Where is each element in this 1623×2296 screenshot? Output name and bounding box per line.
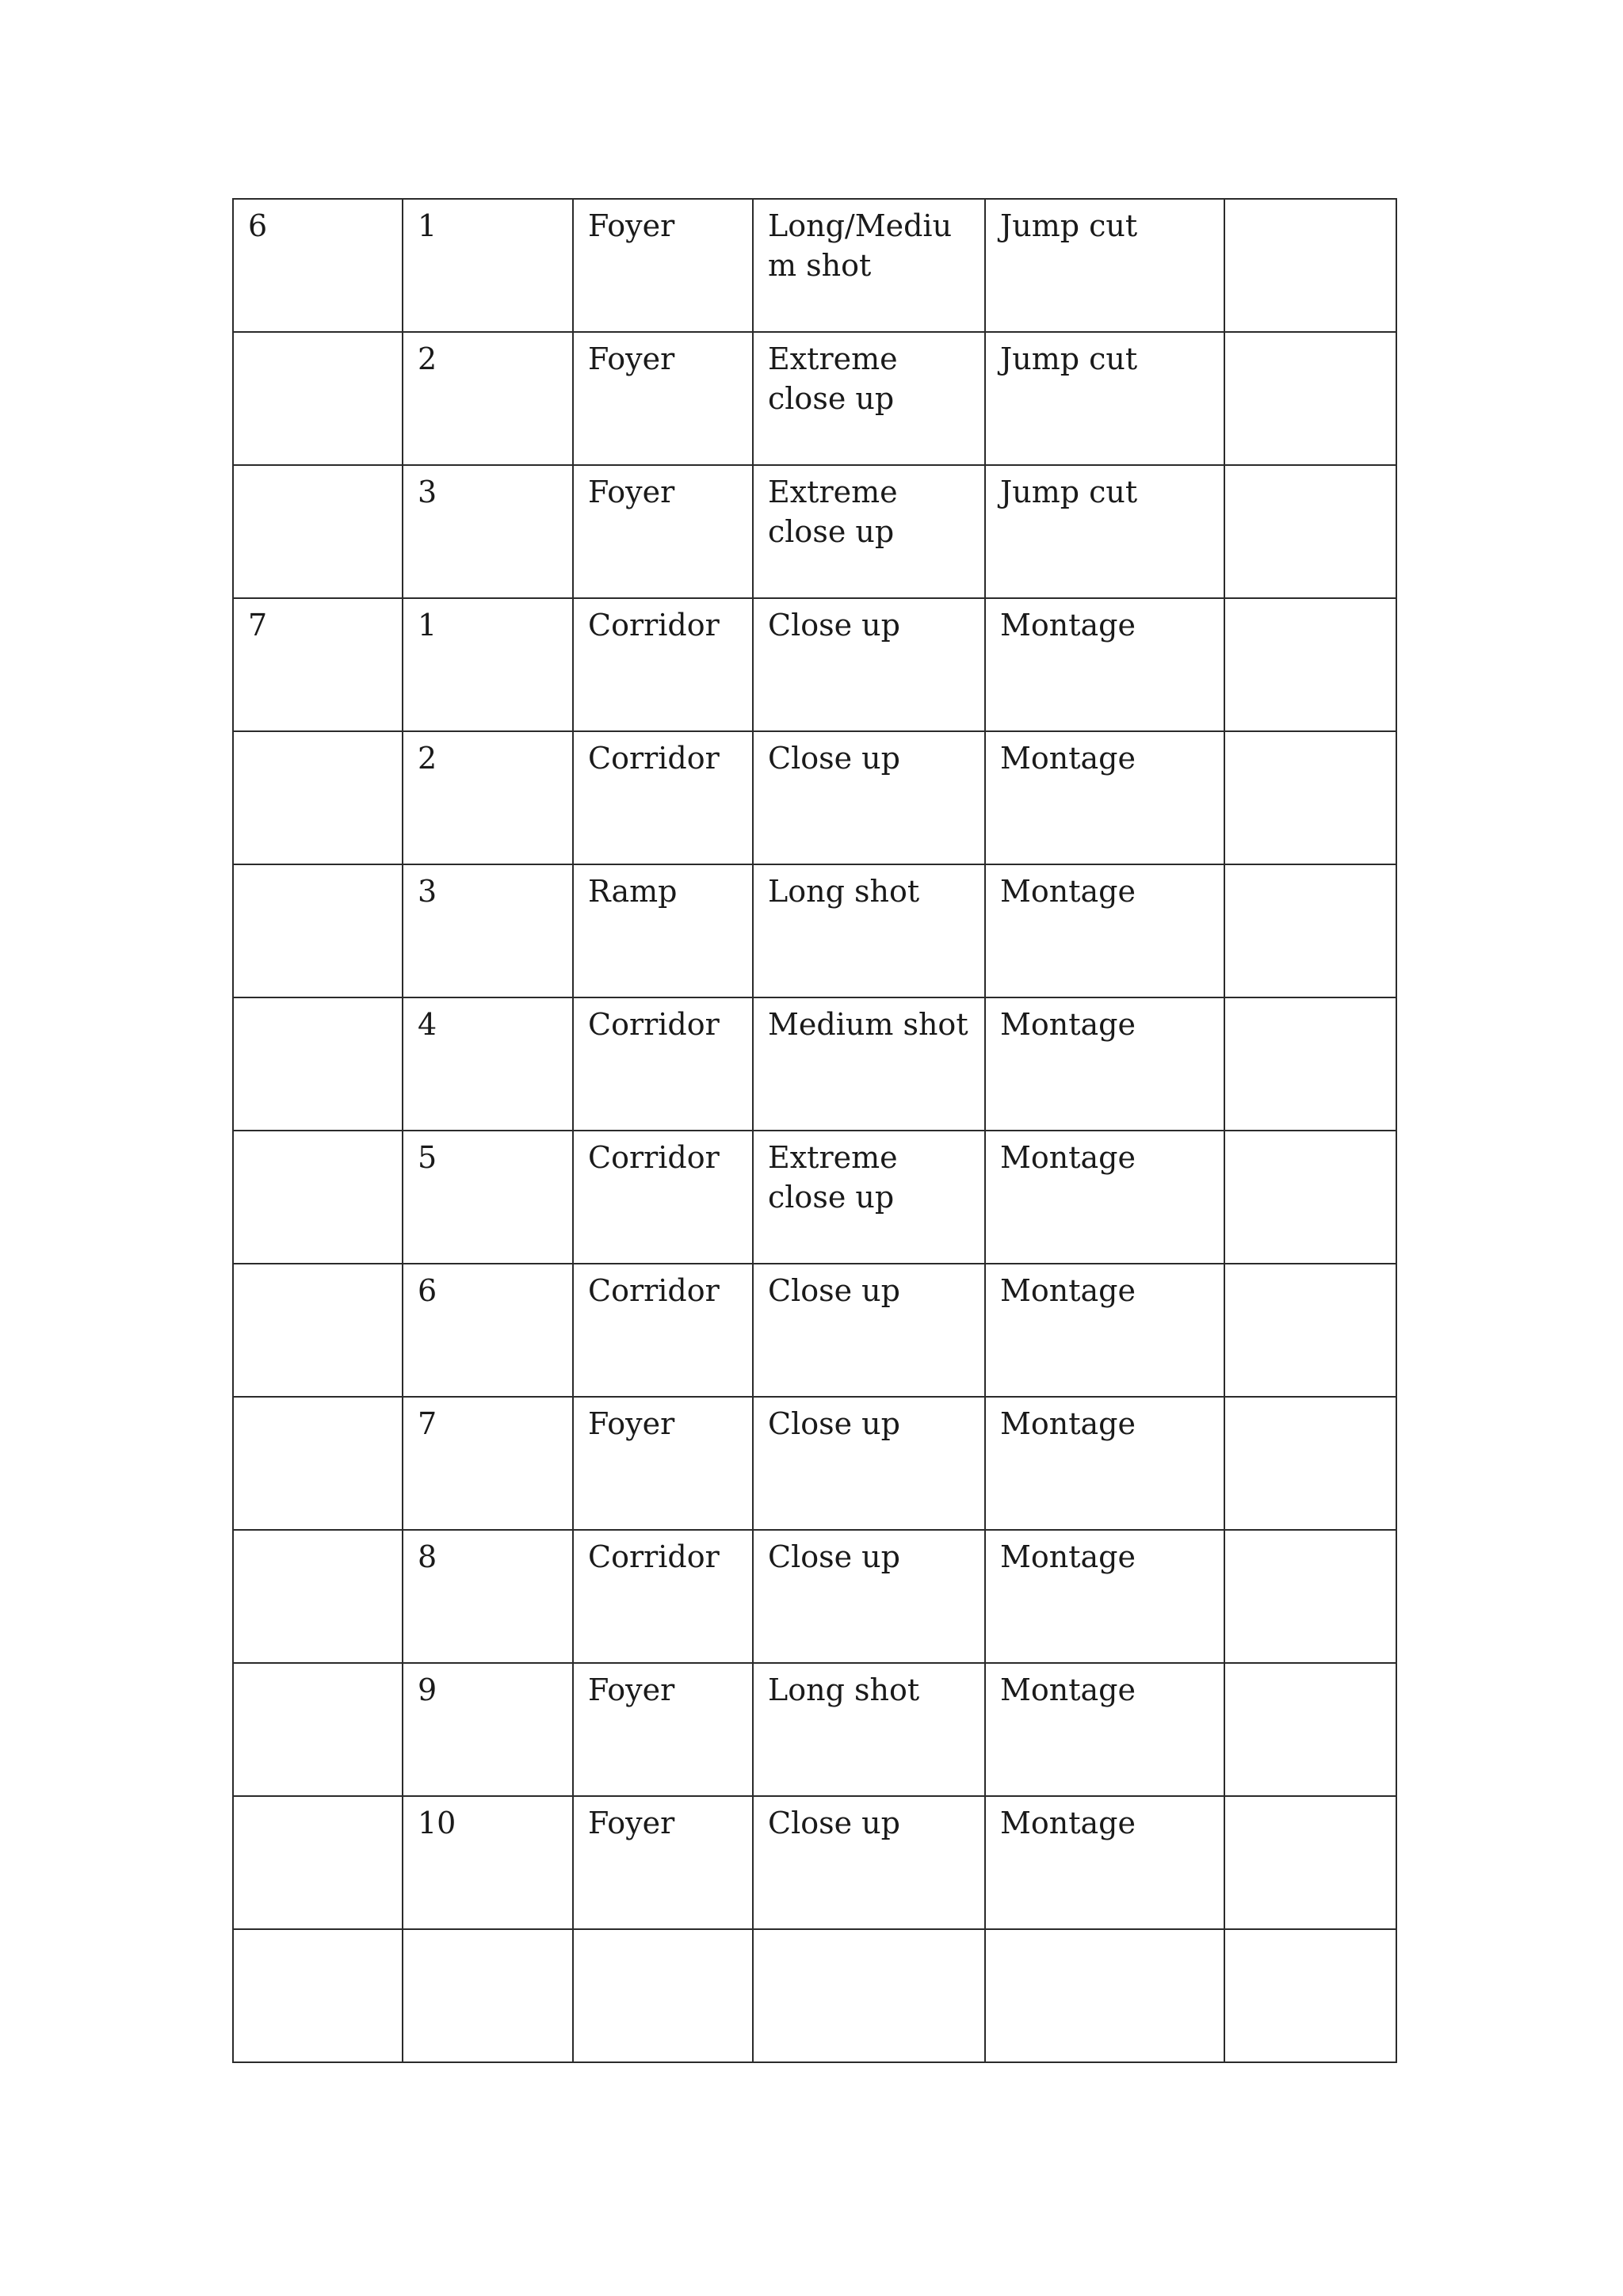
cell-notes [1224,1530,1396,1663]
cell-shot-type [753,1929,985,2062]
cell-notes [1224,1131,1396,1264]
cell-transition: Montage [985,1264,1224,1397]
table-row [233,332,1396,465]
cell-shot-number: 3 [403,465,573,598]
cell-shot-number: 1 [403,199,573,332]
cell-transition: Montage [985,598,1224,731]
cell-shot-number: 5 [403,1131,573,1264]
cell-scene-number [233,1131,403,1264]
table-row [233,1264,1396,1397]
cell-notes [1224,864,1396,997]
cell-shot-number: 6 [403,1264,573,1397]
cell-shot-type: Extreme close up [753,1131,985,1264]
cell-transition: Montage [985,1796,1224,1929]
cell-transition [985,1929,1224,2062]
cell-notes [1224,1663,1396,1796]
cell-shot-number: 2 [403,731,573,864]
cell-shot-type: Extreme close up [753,332,985,465]
cell-transition: Montage [985,731,1224,864]
cell-scene-number [233,465,403,598]
cell-location: Corridor [573,598,753,731]
shot-list-table [232,198,1397,2063]
cell-transition: Montage [985,1397,1224,1530]
table-row [233,1397,1396,1530]
cell-shot-type: Long shot [753,1663,985,1796]
table-row [233,1663,1396,1796]
cell-notes [1224,997,1396,1131]
cell-location: Foyer [573,199,753,332]
cell-shot-number: 1 [403,598,573,731]
cell-location [573,1929,753,2062]
cell-location: Corridor [573,1264,753,1397]
cell-location: Foyer [573,1796,753,1929]
table-row [233,199,1396,332]
cell-notes [1224,731,1396,864]
cell-shot-type: Extreme close up [753,465,985,598]
cell-transition: Montage [985,1663,1224,1796]
cell-scene-number [233,1264,403,1397]
cell-location: Corridor [573,1131,753,1264]
table-row [233,997,1396,1131]
cell-shot-number [403,1929,573,2062]
cell-shot-number: 10 [403,1796,573,1929]
cell-scene-number [233,1397,403,1530]
cell-transition: Montage [985,864,1224,997]
cell-scene-number [233,1796,403,1929]
cell-shot-number: 8 [403,1530,573,1663]
cell-shot-number: 2 [403,332,573,465]
cell-location: Corridor [573,997,753,1131]
cell-shot-type: Close up [753,1530,985,1663]
cell-transition: Montage [985,997,1224,1131]
cell-scene-number [233,332,403,465]
cell-scene-number: 7 [233,598,403,731]
cell-location: Corridor [573,1530,753,1663]
cell-transition: Montage [985,1131,1224,1264]
cell-location: Ramp [573,864,753,997]
cell-scene-number [233,1929,403,2062]
cell-transition: Montage [985,1530,1224,1663]
cell-scene-number [233,731,403,864]
table-row [233,1131,1396,1264]
shot-list-body [233,199,1396,2062]
cell-shot-type: Long shot [753,864,985,997]
cell-location: Foyer [573,465,753,598]
cell-notes [1224,1929,1396,2062]
cell-shot-number: 4 [403,997,573,1131]
cell-shot-type: Close up [753,1264,985,1397]
cell-scene-number [233,997,403,1131]
table-row [233,864,1396,997]
cell-transition: Jump cut [985,465,1224,598]
table-row [233,465,1396,598]
cell-shot-type: Close up [753,1397,985,1530]
cell-location: Foyer [573,1663,753,1796]
cell-location: Foyer [573,1397,753,1530]
table-row [233,1530,1396,1663]
cell-notes [1224,1796,1396,1929]
cell-location: Foyer [573,332,753,465]
table-row [233,598,1396,731]
table-row [233,1796,1396,1929]
cell-notes [1224,465,1396,598]
table-row [233,1929,1396,2062]
cell-notes [1224,199,1396,332]
cell-notes [1224,332,1396,465]
cell-shot-type: Close up [753,598,985,731]
cell-shot-number: 9 [403,1663,573,1796]
cell-shot-number: 7 [403,1397,573,1530]
cell-scene-number [233,864,403,997]
cell-location: Corridor [573,731,753,864]
cell-shot-type: Close up [753,1796,985,1929]
cell-transition: Jump cut [985,199,1224,332]
cell-scene-number: 6 [233,199,403,332]
cell-shot-type: Medium shot [753,997,985,1131]
cell-scene-number [233,1663,403,1796]
table-row [233,731,1396,864]
cell-notes [1224,1264,1396,1397]
cell-scene-number [233,1530,403,1663]
cell-notes [1224,598,1396,731]
cell-shot-number: 3 [403,864,573,997]
cell-transition: Jump cut [985,332,1224,465]
cell-shot-type: Close up [753,731,985,864]
cell-notes [1224,1397,1396,1530]
cell-shot-type: Long/Medium shot [753,199,985,332]
